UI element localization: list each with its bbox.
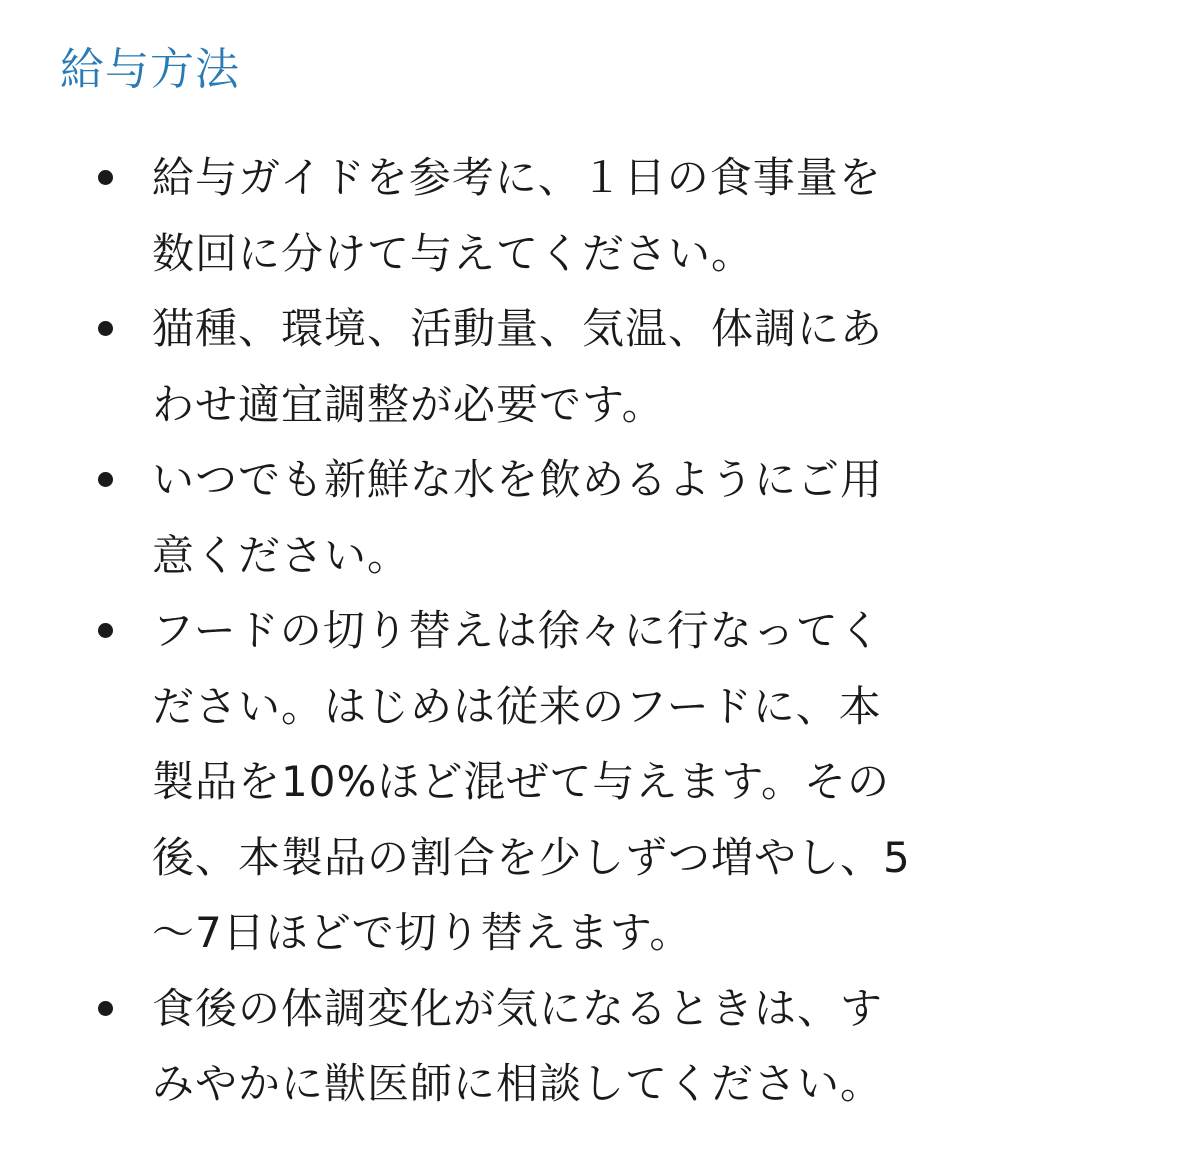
list-item — [0, 442, 972, 593]
list-item-text: フードの切り替えは徐々に行なってく ださい。はじめは従来のフードに、本 製品を10%ほど混ぜて与えます。その 後、本製品の割合を少しずつ増やし、5 〜7日ほどで切り替えます。 — [152, 606, 911, 957]
list-item-text: いつでも新鮮な水を飲めるようにご用 意ください。 — [152, 455, 884, 580]
list-item — [0, 140, 972, 291]
list-item-text: 給与ガイドを参考に、１日の食事量を 数回に分けて与えてください。 — [152, 153, 882, 278]
bullet-icon — [98, 472, 113, 487]
feeding-instructions-list — [0, 140, 1179, 1122]
list-item-text: 猫種、環境、活動量、気温、体調にあ わせ適宜調整が必要です。 — [152, 304, 884, 429]
list-item — [0, 971, 972, 1122]
list-item — [0, 291, 972, 442]
bullet-icon — [98, 623, 113, 638]
list-item — [0, 593, 972, 971]
list-item-text: 食後の体調変化が気になるときは、す みやかに獣医師に相談してください。 — [152, 983, 884, 1108]
bullet-icon — [98, 321, 113, 336]
section-title: 給与方法 — [60, 44, 240, 95]
bullet-icon — [98, 170, 113, 185]
bullet-icon — [98, 1001, 113, 1016]
